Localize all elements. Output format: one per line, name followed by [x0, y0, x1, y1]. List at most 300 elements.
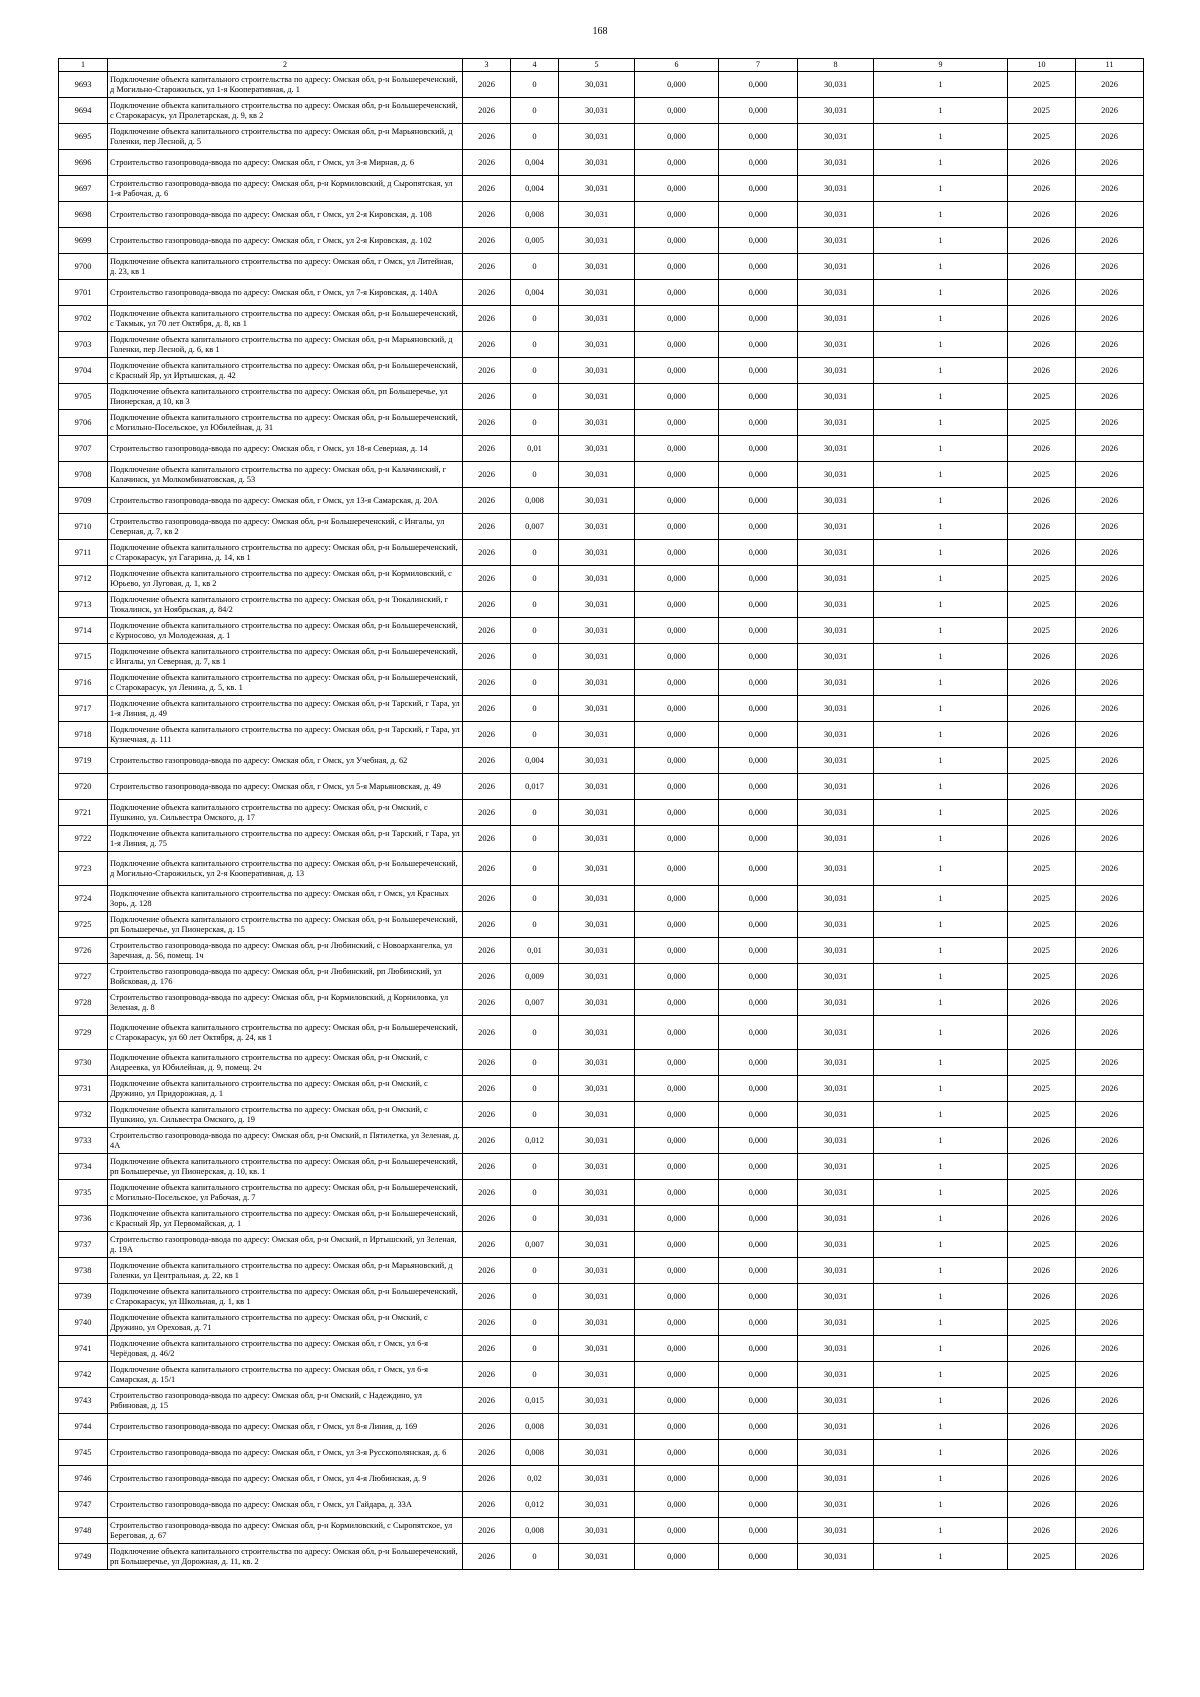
year-col11: 2026	[1076, 202, 1144, 228]
value-col8: 30,031	[798, 1336, 874, 1362]
value-col9: 1	[874, 1388, 1008, 1414]
value-col7: 0,000	[719, 462, 798, 488]
row-number: 9700	[59, 254, 108, 280]
value-col9: 1	[874, 990, 1008, 1016]
value-col5: 30,031	[559, 1232, 635, 1258]
object-description: Подключение объекта капитального строительства по адресу: Омская обл, р-н Большереченский, с Ингалы, ул Северная, д. 7, кв 1	[108, 644, 463, 670]
value-col7: 0,000	[719, 514, 798, 540]
object-description: Строительство газопровода-ввода по адресу: Омская обл, г Омск, ул 4-я Любинская, д. 9	[108, 1466, 463, 1492]
value-col7: 0,000	[719, 1232, 798, 1258]
year-col10: 2026	[1008, 1206, 1076, 1232]
year-col10: 2025	[1008, 964, 1076, 990]
year-col3: 2026	[463, 990, 511, 1016]
value-col8: 30,031	[798, 306, 874, 332]
value-col7: 0,000	[719, 964, 798, 990]
value-col8: 30,031	[798, 1310, 874, 1336]
table-row	[59, 332, 1144, 358]
value-col6: 0,000	[635, 670, 719, 696]
value-col7: 0,000	[719, 1180, 798, 1206]
value-col9: 1	[874, 1414, 1008, 1440]
table-row	[59, 228, 1144, 254]
row-number: 9695	[59, 124, 108, 150]
value-col8: 30,031	[798, 1206, 874, 1232]
row-number: 9723	[59, 852, 108, 886]
year-col3: 2026	[463, 150, 511, 176]
object-description: Подключение объекта капитального строительства по адресу: Омская обл, р-н Марьяновский, д Голенки, пер Лесной, д. 6, кв 1	[108, 332, 463, 358]
column-number: 7	[719, 59, 798, 72]
value-col9: 1	[874, 1258, 1008, 1284]
row-number: 9740	[59, 1310, 108, 1336]
value-col6: 0,000	[635, 644, 719, 670]
value-col8: 30,031	[798, 332, 874, 358]
year-col10: 2025	[1008, 566, 1076, 592]
year-col10: 2025	[1008, 1362, 1076, 1388]
value-col6: 0,000	[635, 98, 719, 124]
value-col6: 0,000	[635, 176, 719, 202]
value-col6: 0,000	[635, 1128, 719, 1154]
value-col5: 30,031	[559, 1206, 635, 1232]
value-col6: 0,000	[635, 1336, 719, 1362]
row-number: 9721	[59, 800, 108, 826]
value-col4: 0	[511, 98, 559, 124]
table-row	[59, 410, 1144, 436]
value-col7: 0,000	[719, 1388, 798, 1414]
value-col9: 1	[874, 886, 1008, 912]
table-row	[59, 358, 1144, 384]
value-col8: 30,031	[798, 358, 874, 384]
year-col10: 2026	[1008, 1016, 1076, 1050]
year-col11: 2026	[1076, 228, 1144, 254]
value-col6: 0,000	[635, 514, 719, 540]
year-col10: 2025	[1008, 410, 1076, 436]
value-col6: 0,000	[635, 202, 719, 228]
value-col7: 0,000	[719, 436, 798, 462]
value-col9: 1	[874, 176, 1008, 202]
value-col4: 0	[511, 384, 559, 410]
table-row	[59, 1310, 1144, 1336]
value-col9: 1	[874, 488, 1008, 514]
value-col7: 0,000	[719, 1154, 798, 1180]
year-col11: 2026	[1076, 124, 1144, 150]
value-col7: 0,000	[719, 1102, 798, 1128]
value-col6: 0,000	[635, 696, 719, 722]
row-number: 9696	[59, 150, 108, 176]
year-col11: 2026	[1076, 1518, 1144, 1544]
year-col3: 2026	[463, 306, 511, 332]
value-col4: 0	[511, 722, 559, 748]
value-col4: 0	[511, 912, 559, 938]
year-col3: 2026	[463, 826, 511, 852]
value-col7: 0,000	[719, 990, 798, 1016]
table-row	[59, 176, 1144, 202]
year-col10: 2026	[1008, 1466, 1076, 1492]
table-row	[59, 1388, 1144, 1414]
value-col5: 30,031	[559, 990, 635, 1016]
row-number: 9744	[59, 1414, 108, 1440]
year-col3: 2026	[463, 332, 511, 358]
value-col7: 0,000	[719, 332, 798, 358]
value-col7: 0,000	[719, 384, 798, 410]
object-description: Подключение объекта капитального строительства по адресу: Омская обл, рп Большеречье, ул Пионерская, д 10, кв 3	[108, 384, 463, 410]
value-col5: 30,031	[559, 1518, 635, 1544]
year-col11: 2026	[1076, 912, 1144, 938]
value-col5: 30,031	[559, 964, 635, 990]
value-col4: 0,01	[511, 938, 559, 964]
row-number: 9742	[59, 1362, 108, 1388]
value-col5: 30,031	[559, 886, 635, 912]
value-col5: 30,031	[559, 488, 635, 514]
value-col5: 30,031	[559, 280, 635, 306]
object-description: Строительство газопровода-ввода по адресу: Омская обл, р-н Кормиловский, д Корниловка, ул Зеленая, д. 8	[108, 990, 463, 1016]
value-col6: 0,000	[635, 1518, 719, 1544]
object-description: Подключение объекта капитального строительства по адресу: Омская обл, р-н Тарский, г Тара, ул Кузнечная, д. 111	[108, 722, 463, 748]
year-col11: 2026	[1076, 1180, 1144, 1206]
value-col8: 30,031	[798, 1016, 874, 1050]
table-row	[59, 774, 1144, 800]
value-col4: 0	[511, 1336, 559, 1362]
value-col7: 0,000	[719, 670, 798, 696]
year-col10: 2025	[1008, 1050, 1076, 1076]
object-description: Подключение объекта капитального строительства по адресу: Омская обл, р-н Омский, с Пушкино, ул. Сильвестра Омского, д. 19	[108, 1102, 463, 1128]
object-description: Подключение объекта капитального строительства по адресу: Омская обл, р-н Большереченский, с Могильно-Посельское, ул Юбилейная, д. 31	[108, 410, 463, 436]
year-col3: 2026	[463, 1154, 511, 1180]
year-col11: 2026	[1076, 1284, 1144, 1310]
row-number: 9714	[59, 618, 108, 644]
value-col7: 0,000	[719, 1518, 798, 1544]
table-row	[59, 1232, 1144, 1258]
value-col7: 0,000	[719, 1016, 798, 1050]
value-col4: 0	[511, 72, 559, 98]
year-col3: 2026	[463, 1284, 511, 1310]
value-col9: 1	[874, 1154, 1008, 1180]
row-number: 9712	[59, 566, 108, 592]
value-col7: 0,000	[719, 1258, 798, 1284]
value-col7: 0,000	[719, 1414, 798, 1440]
table-row	[59, 254, 1144, 280]
value-col9: 1	[874, 566, 1008, 592]
value-col5: 30,031	[559, 1492, 635, 1518]
value-col9: 1	[874, 1232, 1008, 1258]
year-col3: 2026	[463, 462, 511, 488]
value-col8: 30,031	[798, 1284, 874, 1310]
value-col6: 0,000	[635, 1154, 719, 1180]
value-col5: 30,031	[559, 410, 635, 436]
year-col3: 2026	[463, 852, 511, 886]
value-col8: 30,031	[798, 1414, 874, 1440]
year-col10: 2026	[1008, 540, 1076, 566]
row-number: 9704	[59, 358, 108, 384]
table-row	[59, 618, 1144, 644]
object-description: Подключение объекта капитального строительства по адресу: Омская обл, р-н Большереченский, с Красный Яр, ул Первомайская, д. 1	[108, 1206, 463, 1232]
value-col4: 0,007	[511, 514, 559, 540]
year-col3: 2026	[463, 124, 511, 150]
value-col4: 0,02	[511, 1466, 559, 1492]
year-col3: 2026	[463, 1492, 511, 1518]
table-row	[59, 462, 1144, 488]
row-number: 9748	[59, 1518, 108, 1544]
value-col4: 0	[511, 1310, 559, 1336]
year-col3: 2026	[463, 1050, 511, 1076]
value-col4: 0,012	[511, 1492, 559, 1518]
value-col7: 0,000	[719, 228, 798, 254]
value-col9: 1	[874, 1440, 1008, 1466]
value-col4: 0,008	[511, 202, 559, 228]
year-col11: 2026	[1076, 254, 1144, 280]
year-col11: 2026	[1076, 1492, 1144, 1518]
table-row	[59, 72, 1144, 98]
year-col11: 2026	[1076, 1440, 1144, 1466]
value-col8: 30,031	[798, 72, 874, 98]
object-description: Подключение объекта капитального строительства по адресу: Омская обл, г Омск, ул Красных Зорь, д. 128	[108, 886, 463, 912]
year-col11: 2026	[1076, 436, 1144, 462]
value-col5: 30,031	[559, 1050, 635, 1076]
value-col5: 30,031	[559, 358, 635, 384]
value-col7: 0,000	[719, 540, 798, 566]
value-col8: 30,031	[798, 886, 874, 912]
row-number: 9724	[59, 886, 108, 912]
value-col6: 0,000	[635, 886, 719, 912]
value-col8: 30,031	[798, 488, 874, 514]
table-row	[59, 644, 1144, 670]
year-col3: 2026	[463, 1518, 511, 1544]
value-col9: 1	[874, 852, 1008, 886]
value-col6: 0,000	[635, 1050, 719, 1076]
value-col5: 30,031	[559, 644, 635, 670]
value-col9: 1	[874, 748, 1008, 774]
value-col7: 0,000	[719, 774, 798, 800]
value-col4: 0	[511, 1016, 559, 1050]
year-col11: 2026	[1076, 1258, 1144, 1284]
row-number: 9722	[59, 826, 108, 852]
year-col3: 2026	[463, 964, 511, 990]
value-col7: 0,000	[719, 358, 798, 384]
year-col11: 2026	[1076, 1206, 1144, 1232]
value-col8: 30,031	[798, 1180, 874, 1206]
value-col7: 0,000	[719, 826, 798, 852]
row-number: 9718	[59, 722, 108, 748]
value-col5: 30,031	[559, 1388, 635, 1414]
year-col11: 2026	[1076, 306, 1144, 332]
row-number: 9745	[59, 1440, 108, 1466]
column-number: 10	[1008, 59, 1076, 72]
year-col11: 2026	[1076, 1414, 1144, 1440]
value-col9: 1	[874, 1310, 1008, 1336]
value-col9: 1	[874, 228, 1008, 254]
value-col4: 0	[511, 696, 559, 722]
table-row	[59, 1076, 1144, 1102]
value-col7: 0,000	[719, 202, 798, 228]
value-col5: 30,031	[559, 306, 635, 332]
value-col8: 30,031	[798, 1440, 874, 1466]
year-col3: 2026	[463, 566, 511, 592]
value-col7: 0,000	[719, 1544, 798, 1570]
year-col3: 2026	[463, 748, 511, 774]
year-col11: 2026	[1076, 618, 1144, 644]
value-col4: 0	[511, 1362, 559, 1388]
year-col10: 2026	[1008, 670, 1076, 696]
value-col6: 0,000	[635, 1362, 719, 1388]
object-description: Подключение объекта капитального строительства по адресу: Омская обл, р-н Большереченский, с Старокарасук, ул Ленина, д. 5, кв. 1	[108, 670, 463, 696]
value-col7: 0,000	[719, 592, 798, 618]
value-col6: 0,000	[635, 306, 719, 332]
value-col8: 30,031	[798, 800, 874, 826]
value-col6: 0,000	[635, 540, 719, 566]
year-col3: 2026	[463, 72, 511, 98]
value-col9: 1	[874, 306, 1008, 332]
value-col5: 30,031	[559, 722, 635, 748]
value-col5: 30,031	[559, 540, 635, 566]
year-col10: 2026	[1008, 228, 1076, 254]
value-col9: 1	[874, 462, 1008, 488]
year-col10: 2025	[1008, 748, 1076, 774]
year-col3: 2026	[463, 644, 511, 670]
value-col4: 0,004	[511, 150, 559, 176]
row-number: 9716	[59, 670, 108, 696]
year-col11: 2026	[1076, 1388, 1144, 1414]
value-col5: 30,031	[559, 1154, 635, 1180]
value-col9: 1	[874, 98, 1008, 124]
value-col7: 0,000	[719, 1128, 798, 1154]
value-col8: 30,031	[798, 566, 874, 592]
page-number: 168	[592, 26, 608, 37]
object-description: Подключение объекта капитального строительства по адресу: Омская обл, р-н Калачинский, г Калачинск, ул Молкомбинатовская, д. 53	[108, 462, 463, 488]
value-col5: 30,031	[559, 462, 635, 488]
value-col8: 30,031	[798, 912, 874, 938]
value-col7: 0,000	[719, 1206, 798, 1232]
value-col7: 0,000	[719, 410, 798, 436]
value-col6: 0,000	[635, 1258, 719, 1284]
object-description: Подключение объекта капитального строительства по адресу: Омская обл, р-н Большереченский, рп Большеречье, ул Дорожная, д. 11, кв. 2	[108, 1544, 463, 1570]
year-col11: 2026	[1076, 462, 1144, 488]
value-col8: 30,031	[798, 1128, 874, 1154]
year-col3: 2026	[463, 1180, 511, 1206]
value-col5: 30,031	[559, 332, 635, 358]
value-col9: 1	[874, 618, 1008, 644]
year-col11: 2026	[1076, 1050, 1144, 1076]
value-col9: 1	[874, 800, 1008, 826]
object-description: Строительство газопровода-ввода по адресу: Омская обл, г Омск, ул 2-я Кировская, д. 102	[108, 228, 463, 254]
object-description: Строительство газопровода-ввода по адресу: Омская обл, р-н Кормиловский, д Сыропятская, ул 1-я Рабочая, д. 6	[108, 176, 463, 202]
table-row	[59, 384, 1144, 410]
value-col8: 30,031	[798, 1492, 874, 1518]
year-col11: 2026	[1076, 644, 1144, 670]
value-col8: 30,031	[798, 228, 874, 254]
year-col11: 2026	[1076, 800, 1144, 826]
table-row	[59, 1180, 1144, 1206]
value-col7: 0,000	[719, 696, 798, 722]
table-row	[59, 280, 1144, 306]
value-col9: 1	[874, 1102, 1008, 1128]
value-col5: 30,031	[559, 696, 635, 722]
value-col4: 0	[511, 306, 559, 332]
value-col7: 0,000	[719, 748, 798, 774]
year-col10: 2026	[1008, 774, 1076, 800]
value-col5: 30,031	[559, 98, 635, 124]
table-row	[59, 592, 1144, 618]
year-col10: 2025	[1008, 1076, 1076, 1102]
value-col8: 30,031	[798, 540, 874, 566]
table-row	[59, 1258, 1144, 1284]
year-col3: 2026	[463, 618, 511, 644]
value-col7: 0,000	[719, 72, 798, 98]
value-col6: 0,000	[635, 1180, 719, 1206]
row-number: 9715	[59, 644, 108, 670]
value-col7: 0,000	[719, 938, 798, 964]
year-col3: 2026	[463, 1206, 511, 1232]
table-row	[59, 1544, 1144, 1570]
year-col11: 2026	[1076, 1128, 1144, 1154]
year-col11: 2026	[1076, 176, 1144, 202]
value-col7: 0,000	[719, 566, 798, 592]
value-col7: 0,000	[719, 1492, 798, 1518]
object-description: Строительство газопровода-ввода по адресу: Омская обл, г Омск, ул Гайдара, д. 33А	[108, 1492, 463, 1518]
year-col11: 2026	[1076, 72, 1144, 98]
table-row	[59, 306, 1144, 332]
value-col7: 0,000	[719, 254, 798, 280]
row-number: 9698	[59, 202, 108, 228]
year-col3: 2026	[463, 912, 511, 938]
object-description: Подключение объекта капитального строительства по адресу: Омская обл, р-н Большереченский, с Красный Яр, ул Иртышская, д. 42	[108, 358, 463, 384]
table-row	[59, 1102, 1144, 1128]
value-col8: 30,031	[798, 514, 874, 540]
value-col8: 30,031	[798, 852, 874, 886]
object-description: Строительство газопровода-ввода по адресу: Омская обл, р-н Любинский, с Новоархангелка, ул Заречная, д. 56, помещ. 1ч	[108, 938, 463, 964]
table-row	[59, 98, 1144, 124]
value-col7: 0,000	[719, 176, 798, 202]
value-col6: 0,000	[635, 150, 719, 176]
year-col10: 2026	[1008, 1414, 1076, 1440]
value-col4: 0	[511, 540, 559, 566]
row-number: 9701	[59, 280, 108, 306]
table-row	[59, 1518, 1144, 1544]
value-col7: 0,000	[719, 124, 798, 150]
table-row	[59, 488, 1144, 514]
row-number: 9727	[59, 964, 108, 990]
year-col3: 2026	[463, 774, 511, 800]
value-col5: 30,031	[559, 826, 635, 852]
value-col4: 0	[511, 1050, 559, 1076]
value-col6: 0,000	[635, 332, 719, 358]
value-col6: 0,000	[635, 1414, 719, 1440]
year-col11: 2026	[1076, 150, 1144, 176]
value-col6: 0,000	[635, 748, 719, 774]
value-col8: 30,031	[798, 592, 874, 618]
year-col10: 2026	[1008, 150, 1076, 176]
value-col5: 30,031	[559, 800, 635, 826]
year-col10: 2025	[1008, 1154, 1076, 1180]
value-col9: 1	[874, 938, 1008, 964]
value-col9: 1	[874, 1336, 1008, 1362]
value-col5: 30,031	[559, 566, 635, 592]
table-row	[59, 566, 1144, 592]
year-col3: 2026	[463, 696, 511, 722]
row-number: 9693	[59, 72, 108, 98]
value-col8: 30,031	[798, 938, 874, 964]
value-col8: 30,031	[798, 98, 874, 124]
year-col3: 2026	[463, 540, 511, 566]
year-col11: 2026	[1076, 852, 1144, 886]
year-col11: 2026	[1076, 98, 1144, 124]
year-col10: 2026	[1008, 202, 1076, 228]
value-col8: 30,031	[798, 826, 874, 852]
row-number: 9697	[59, 176, 108, 202]
value-col4: 0,005	[511, 228, 559, 254]
value-col9: 1	[874, 1492, 1008, 1518]
value-col5: 30,031	[559, 384, 635, 410]
year-col3: 2026	[463, 592, 511, 618]
object-description: Подключение объекта капитального строительства по адресу: Омская обл, р-н Большереченский, с Старокарасук, ул Пролетарская, д. 9, кв 2	[108, 98, 463, 124]
value-col7: 0,000	[719, 852, 798, 886]
